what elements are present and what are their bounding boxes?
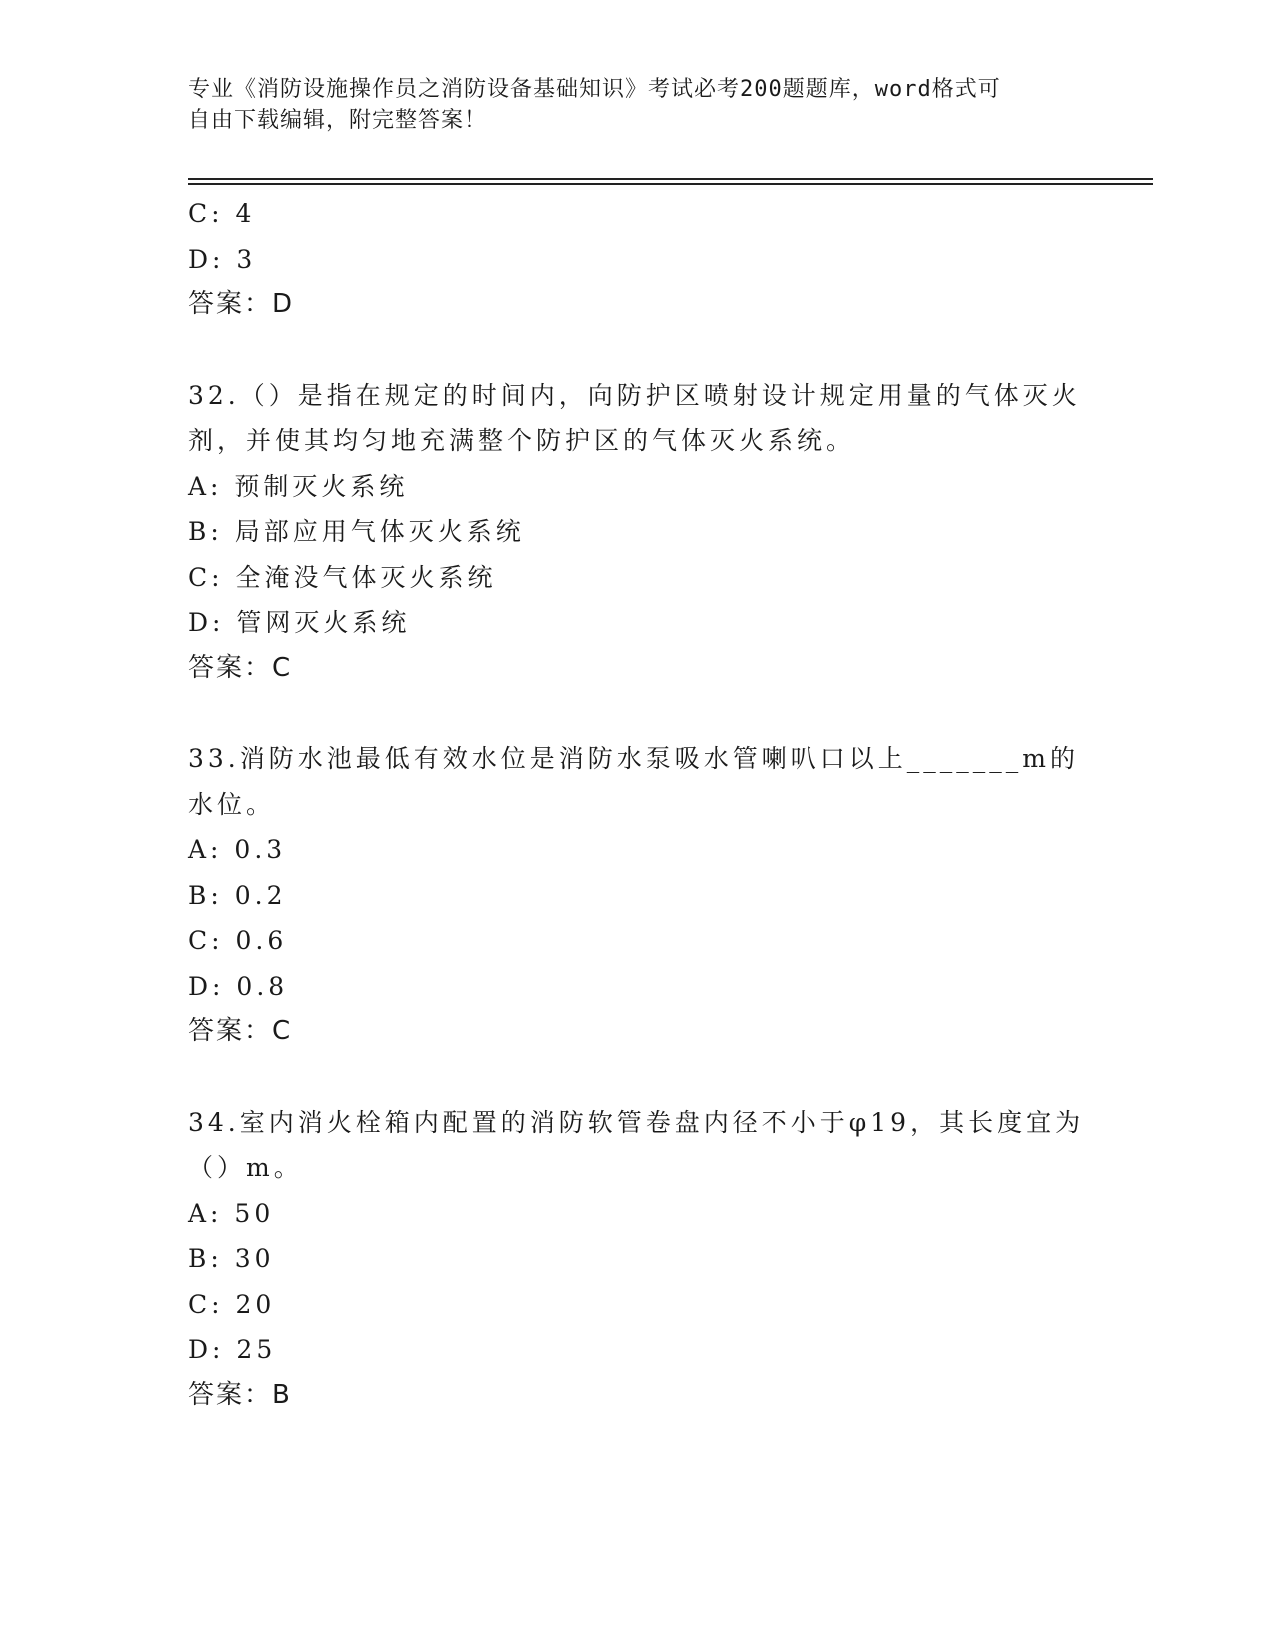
question-text: 34.室内消火栓箱内配置的消防软管卷盘内径不小于φ19，其长度宜为（）m。 bbox=[188, 1107, 1085, 1182]
option-a: A: 50 bbox=[188, 1198, 275, 1228]
question-33 bbox=[188, 736, 1088, 1055]
option-a: A: 预制灭火系统 bbox=[188, 471, 409, 501]
answer-line: 答案：C bbox=[188, 652, 293, 683]
option-c: C: 20 bbox=[188, 1289, 276, 1319]
page-header bbox=[188, 74, 1088, 136]
option-b: B: 30 bbox=[188, 1244, 275, 1273]
answer-line: 答案：B bbox=[188, 1379, 292, 1410]
answer-line: 答案：C bbox=[188, 1016, 293, 1046]
option-c: C: 全淹没气体灭火系统 bbox=[188, 562, 497, 592]
question-text: 32.（）是指在规定的时间内，向防护区喷射设计规定用量的气体灭火剂，并使其均匀地充满整个防护区的气体灭火系统。 bbox=[188, 380, 1081, 455]
option-a: A: 0.3 bbox=[188, 835, 287, 864]
answer-line: 答案：D bbox=[188, 289, 295, 319]
option-c: C: 0.6 bbox=[188, 926, 288, 955]
question-content bbox=[188, 191, 1088, 1418]
option-d: D: 3 bbox=[188, 244, 257, 274]
previous-question-tail bbox=[188, 191, 1088, 328]
option-b: B: 0.2 bbox=[188, 880, 287, 910]
question-text: 33.消防水池最低有效水位是消防水泵吸水管喇叭口以上_______m的水位。 bbox=[188, 744, 1079, 819]
question-34 bbox=[188, 1100, 1088, 1419]
option-d: D: 0.8 bbox=[188, 971, 289, 1001]
option-d: D: 25 bbox=[188, 1335, 277, 1364]
question-32 bbox=[188, 373, 1088, 692]
option-b: B: 局部应用气体灭火系统 bbox=[188, 517, 525, 546]
header-title-line-1: 专业《消防设施操作员之消防设备基础知识》考试必考200题题库，word格式可 bbox=[188, 77, 1001, 102]
header-title-line-2: 自由下载编辑，附完整答案！ bbox=[188, 108, 488, 133]
option-d: D: 管网灭火系统 bbox=[188, 608, 411, 637]
option-c: C: 4 bbox=[188, 199, 256, 228]
header-divider-top bbox=[188, 178, 1153, 180]
header-divider-bottom bbox=[188, 183, 1153, 185]
